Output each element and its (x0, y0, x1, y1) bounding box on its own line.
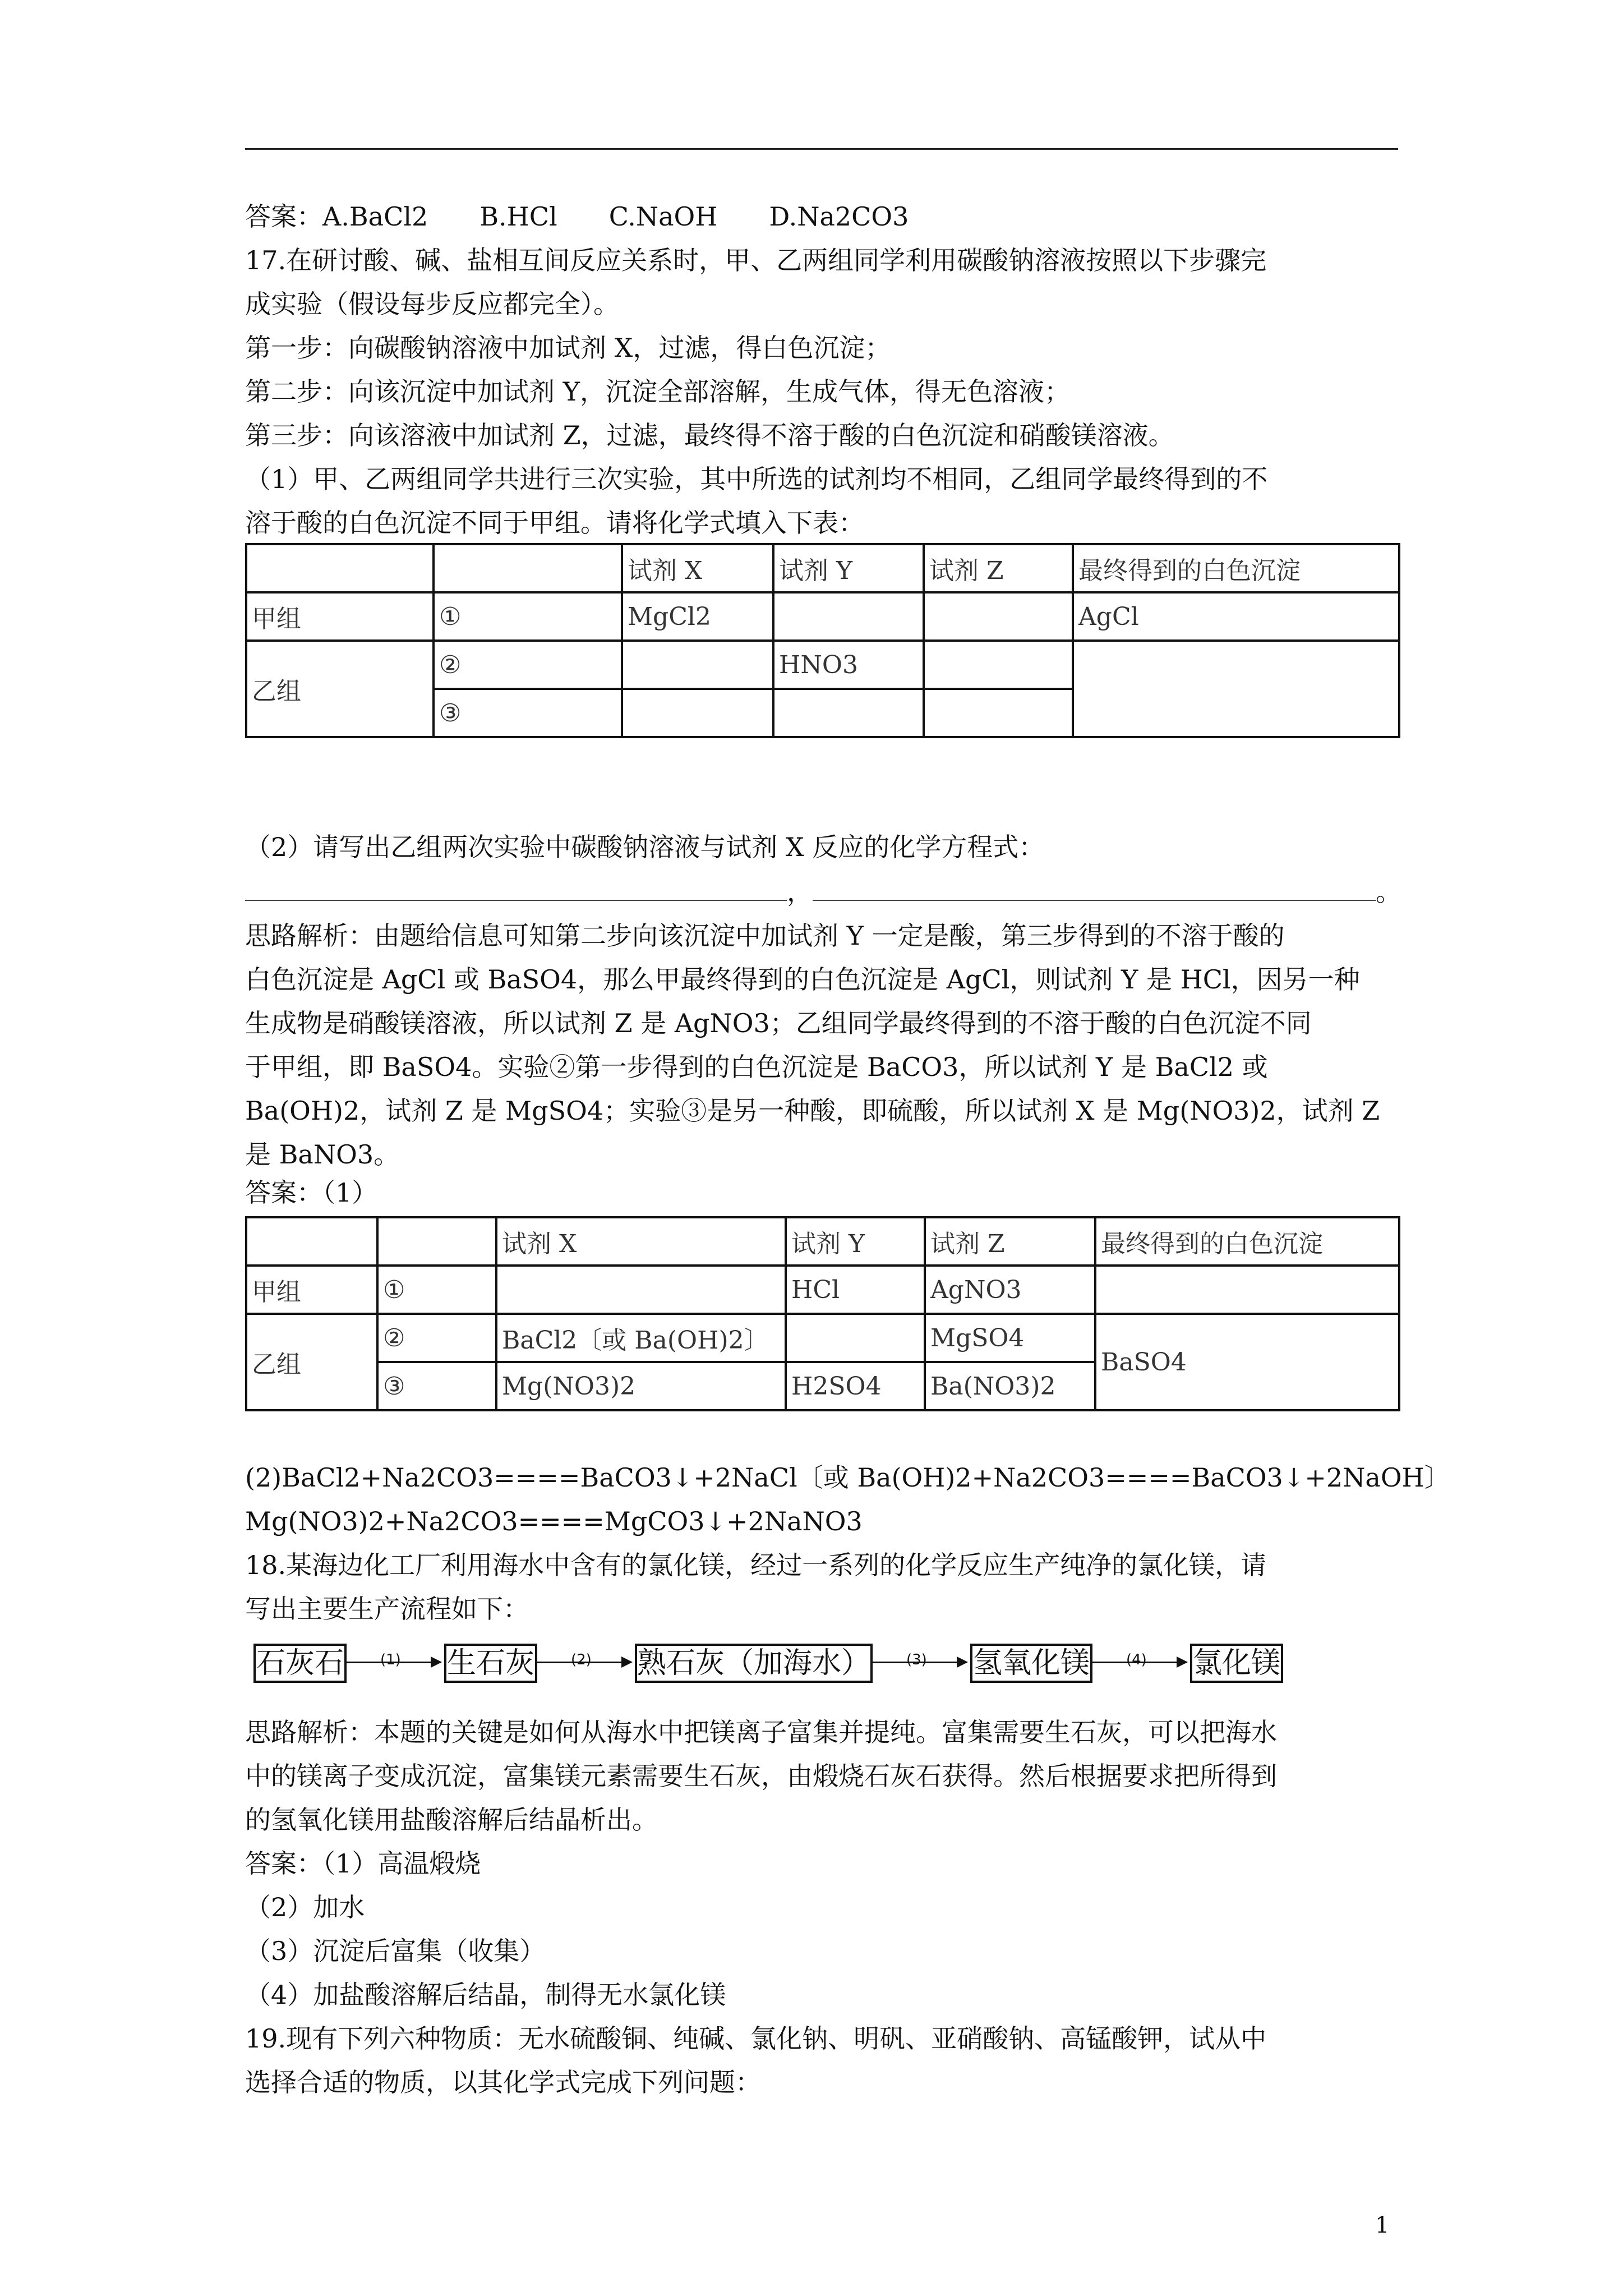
table-cell: AgCl (1073, 592, 1399, 641)
question-18-line2: 写出主要生产流程如下： (245, 1594, 529, 1624)
header-reagent-y: 试剂 Y (773, 544, 924, 592)
period: 。 (1376, 877, 1401, 907)
step-label: (4) (1126, 1651, 1147, 1668)
answer-17-equation-2: Mg(NO3)2+Na2CO3====MgCO3↓+2NaNO3 (245, 1506, 863, 1536)
table-cell (924, 689, 1073, 737)
group-label: 乙组 (246, 1314, 377, 1410)
step-3: 第三步：向该溶液中加试剂 Z，过滤，最终得不溶于酸的白色沉淀和硝酸镁溶液。 (245, 420, 1174, 450)
header-rule (245, 148, 1398, 150)
analysis-17-line1: 思路解析：由题给信息可知第二步向该沉淀中加试剂 Y 一定是酸，第三步得到的不溶于酸的 (245, 921, 1285, 951)
header-cell (246, 1217, 377, 1266)
table-cell: MgSO4 (925, 1314, 1095, 1362)
header-reagent-y: 试剂 Y (786, 1217, 925, 1266)
experiment-number: ② (434, 641, 622, 689)
answer-18-4: （4）加盐酸溶解后结晶，制得无水氯化镁 (245, 1980, 726, 2010)
question-19-line2: 选择合适的物质，以其化学式完成下列问题： (245, 2067, 761, 2097)
experiment-number: ① (434, 592, 622, 641)
step-2: 第二步：向该沉淀中加试剂 Y，沉淀全部溶解，生成气体，得无色溶液； (245, 376, 1070, 407)
flow-box-limestone: 石灰石 (253, 1644, 347, 1683)
header-reagent-z: 试剂 Z (925, 1217, 1095, 1266)
group-label: 甲组 (246, 1266, 377, 1314)
sub-question-1-line2: 溶于酸的白色沉淀不同于甲组。请将化学式填入下表： (245, 508, 864, 538)
arrow-icon (873, 1651, 967, 1668)
analysis-18-line1: 思路解析：本题的关键是如何从海水中把镁离子富集并提纯。富集需要生石灰，可以把海水 (245, 1717, 1277, 1747)
analysis-17-line2: 白色沉淀是 AgCl 或 BaSO4，那么甲最终得到的白色沉淀是 AgCl，则试剂 Y 是 HCl，因另一种 (245, 964, 1360, 995)
answer-16: 答案：A.BaCl2 B.HCl C.NaOH D.Na2CO3 (245, 201, 909, 232)
header-final-precipitate: 最终得到的白色沉淀 (1073, 544, 1399, 592)
merged-precipitate-cell: BaSO4 (1095, 1314, 1399, 1410)
table-cell (924, 641, 1073, 689)
step-1: 第一步：向碳酸钠溶液中加试剂 X，过滤，得白色沉淀； (245, 333, 891, 363)
table-cell (622, 689, 773, 737)
analysis-18-line2: 中的镁离子变成沉淀，富集镁元素需要生石灰，由煅烧石灰石获得。然后根据要求把所得到 (245, 1761, 1277, 1791)
question-17-line1: 17.在研讨酸、碱、盐相互间反应关系时，甲、乙两组同学利用碳酸钠溶液按照以下步骤完 (245, 245, 1267, 275)
comma: ， (787, 877, 813, 907)
table-cell: BaCl2〔或 Ba(OH)2〕 (496, 1314, 786, 1362)
arrow-icon (347, 1651, 441, 1668)
table-cell: H2SO4 (786, 1362, 925, 1410)
answer-blank-line (245, 875, 1401, 909)
table-cell (496, 1266, 786, 1314)
sub-question-1-line1: （1）甲、乙两组同学共进行三次实验，其中所选的试剂均不相同，乙组同学最终得到的不 (245, 464, 1268, 494)
answer-blank-1[interactable] (245, 875, 787, 901)
analysis-17-line4: 于甲组，即 BaSO4。实验②第一步得到的白色沉淀是 BaCO3，所以试剂 Y 是 BaCl2 或 (245, 1052, 1268, 1082)
answer-blank-2[interactable] (813, 875, 1376, 901)
flow-box-quicklime: 生石灰 (444, 1644, 537, 1683)
header-reagent-z: 试剂 Z (924, 544, 1073, 592)
table-cell (924, 592, 1073, 641)
arrow-icon (1092, 1651, 1187, 1668)
table-cell (622, 641, 773, 689)
table-cell: MgCl2 (622, 592, 773, 641)
table-cell (1095, 1266, 1399, 1314)
table-cell (1073, 641, 1399, 737)
analysis-17-line6: 是 BaNO3。 (245, 1139, 400, 1170)
table-cell: Mg(NO3)2 (496, 1362, 786, 1410)
group-label: 乙组 (246, 641, 434, 737)
table-cell: HNO3 (773, 641, 924, 689)
header-reagent-x: 试剂 X (496, 1217, 786, 1266)
answer-18-1: 答案：（1）高温煅烧 (245, 1848, 481, 1879)
answer-18-2: （2）加水 (245, 1892, 365, 1922)
answer-17-label: 答案：（1） (245, 1177, 378, 1208)
arrow-icon (537, 1651, 631, 1668)
analysis-18-line3: 的氢氧化镁用盐酸溶解后结晶析出。 (245, 1805, 658, 1835)
analysis-17-line3: 生成物是硝酸镁溶液，所以试剂 Z 是 AgNO3；乙组同学最终得到的不溶于酸的白色沉淀不同 (245, 1008, 1312, 1038)
experiment-number: ③ (377, 1362, 496, 1410)
flow-box-magnesium-hydroxide: 氢氧化镁 (970, 1644, 1092, 1683)
page-number: 1 (1375, 2212, 1390, 2238)
header-cell (434, 544, 622, 592)
table-cell: AgNO3 (925, 1266, 1095, 1314)
group-label: 甲组 (246, 592, 434, 641)
header-cell (377, 1217, 496, 1266)
question-table (245, 543, 1400, 738)
answer-17-equation-1: (2)BaCl2+Na2CO3====BaCO3↓+2NaCl〔或 Ba(OH)2+Na2CO3====BaCO3↓+2NaOH〕 (245, 1462, 1450, 1493)
header-final-precipitate: 最终得到的白色沉淀 (1095, 1217, 1399, 1266)
step-label: (2) (571, 1651, 592, 1668)
table-row (246, 1314, 1399, 1362)
step-label: (3) (906, 1651, 927, 1668)
flow-box-magnesium-chloride: 氯化镁 (1190, 1644, 1283, 1683)
step-label: (1) (380, 1651, 401, 1668)
header-cell (246, 544, 434, 592)
experiment-number: ① (377, 1266, 496, 1314)
table-cell: HCl (786, 1266, 925, 1314)
experiment-number: ② (377, 1314, 496, 1362)
flow-box-slaked-lime: 熟石灰（加海水） (635, 1644, 873, 1683)
table-row (246, 1266, 1399, 1314)
table-cell (773, 592, 924, 641)
question-18-line1: 18.某海边化工厂利用海水中含有的氯化镁，经过一系列的化学反应生产纯净的氯化镁，请 (245, 1550, 1267, 1580)
question-17-line2: 成实验（假设每步反应都完全）。 (245, 289, 619, 319)
experiment-number: ③ (434, 689, 622, 737)
table-cell (786, 1314, 925, 1362)
header-reagent-x: 试剂 X (622, 544, 773, 592)
answer-18-3: （3）沉淀后富集（收集） (245, 1936, 546, 1966)
table-cell: Ba(NO3)2 (925, 1362, 1095, 1410)
table-row (246, 592, 1399, 641)
answer-table (245, 1216, 1400, 1411)
analysis-17-line5: Ba(OH)2，试剂 Z 是 MgSO4；实验③是另一种酸，即硫酸，所以试剂 X 是 Mg(NO3)2，试剂 Z (245, 1096, 1380, 1126)
sub-question-2: （2）请写出乙组两次实验中碳酸钠溶液与试剂 X 反应的化学方程式： (245, 832, 1045, 862)
question-19-line1: 19.现有下列六种物质：无水硫酸铜、纯碱、氯化钠、明矾、亚硝酸钠、高锰酸钾，试从中 (245, 2023, 1267, 2054)
table-cell (773, 689, 924, 737)
table-row (246, 641, 1399, 689)
